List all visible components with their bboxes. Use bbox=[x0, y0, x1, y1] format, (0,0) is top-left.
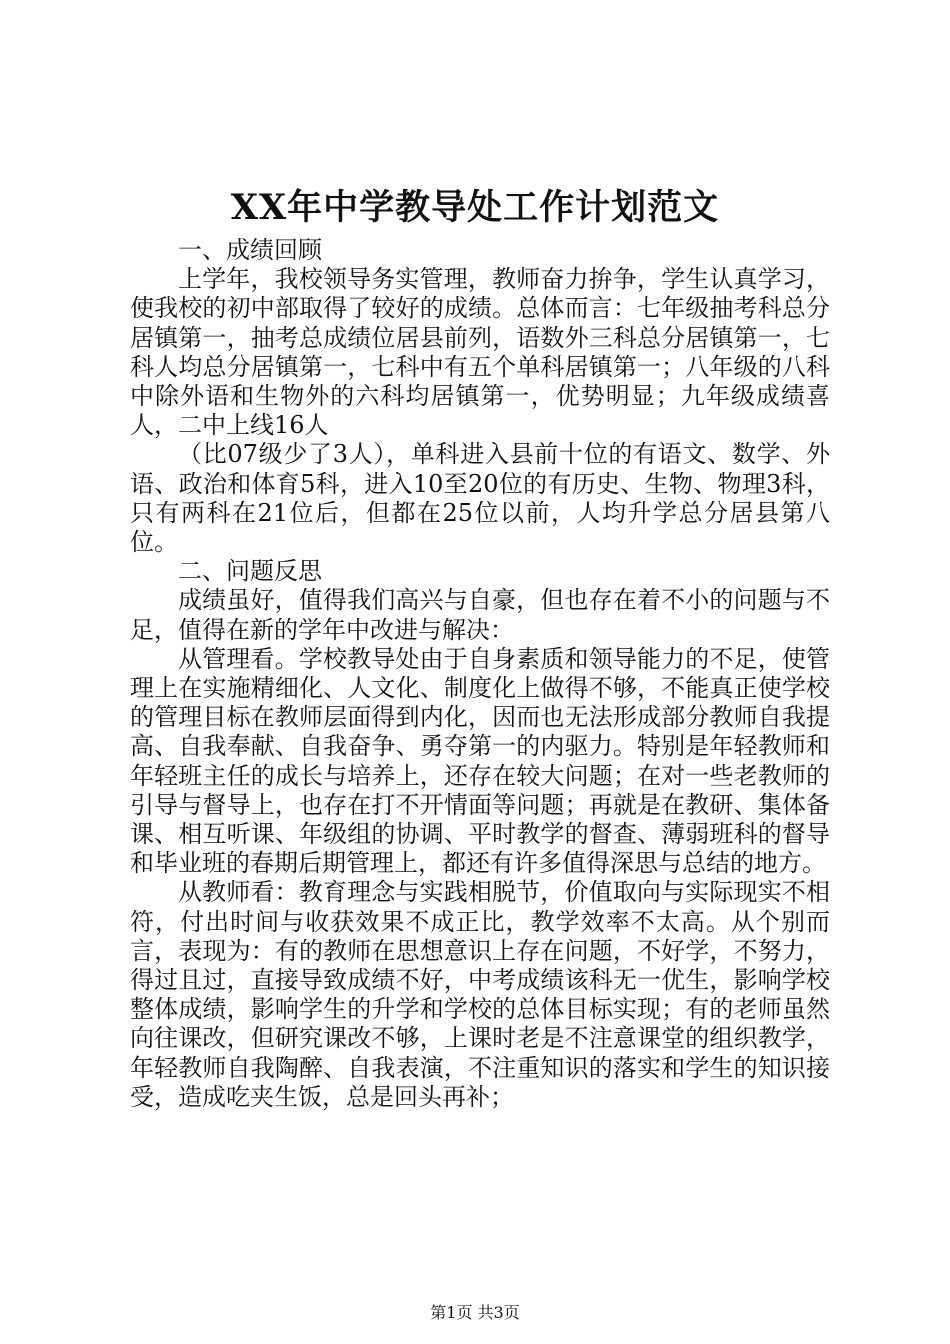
section-heading-review: 一、成绩回顾 bbox=[178, 236, 322, 264]
paragraph-reflection-1: 成绩虽好，值得我们高兴与自豪，但也存在着不小的问题与不足，值得在新的学年中改进与解决： bbox=[130, 586, 830, 644]
paragraph-review-1: 上学年，我校领导务实管理，教师奋力拚争，学生认真学习，使我校的初中部取得了较好的成绩。总体而言：七年级抽考科总分居镇第一，抽考总成绩位居县前列，语数外三科总分居镇第一，七科人均总分居镇第一，七科中有五个单科居镇第一；八年级的八科中除外语和生物外的六科均居镇第一，优势明显；九年级成绩喜人，二中上线16人 bbox=[130, 265, 830, 440]
page-footer: 第1页 共3页 bbox=[430, 1303, 520, 1322]
document-title: XX年中学教导处工作计划范文 bbox=[230, 187, 720, 228]
document-body bbox=[130, 236, 830, 1112]
paragraph-reflection-teachers: 从教师看：教育理念与实践相脱节，价值取向与实际现实不相符，付出时间与收获效果不成正比，教学效率不太高。从个别而言，表现为：有的教师在思想意识上存在问题，不好学，不努力，得过且过，直接导致成绩不好，中考成绩该科无一优生，影响学校整体成绩，影响学生的升学和学校的总体目标实现；有的老师虽然向往课改，但研究课改不够，上课时老是不注意课堂的组织教学，年轻教师自我陶醉、自我表演，不注重知识的落实和学生的知识接受，造成吃夹生饭，总是回头再补； bbox=[130, 878, 830, 1111]
paragraph-reflection-management: 从管理看。学校教导处由于自身素质和领导能力的不足，使管理上在实施精细化、人文化、制度化上做得不够，不能真正使学校的管理目标在教师层面得到内化，因而也无法形成部分教师自我提高、自我奉献、自我奋争、勇夺第一的内驱力。特别是年轻教师和年轻班主任的成长与培养上，还存在较大问题；在对一些老教师的引导与督导上，也存在打不开情面等问题；再就是在教研、集体备课、相互听课、年级组的协调、平时教学的督查、薄弱班科的督导和毕业班的春期后期管理上，都还有许多值得深思与总结的地方。 bbox=[130, 644, 830, 878]
paragraph-review-2: （比07级少了3人），单科进入县前十位的有语文、数学、外语、政治和体育5科，进入10至20位的有历史、生物、物理3科，只有两科在21位后，但都在25位以前，人均升学总分居县第八位。 bbox=[130, 440, 830, 557]
section-heading-reflection: 二、问题反思 bbox=[178, 557, 322, 586]
